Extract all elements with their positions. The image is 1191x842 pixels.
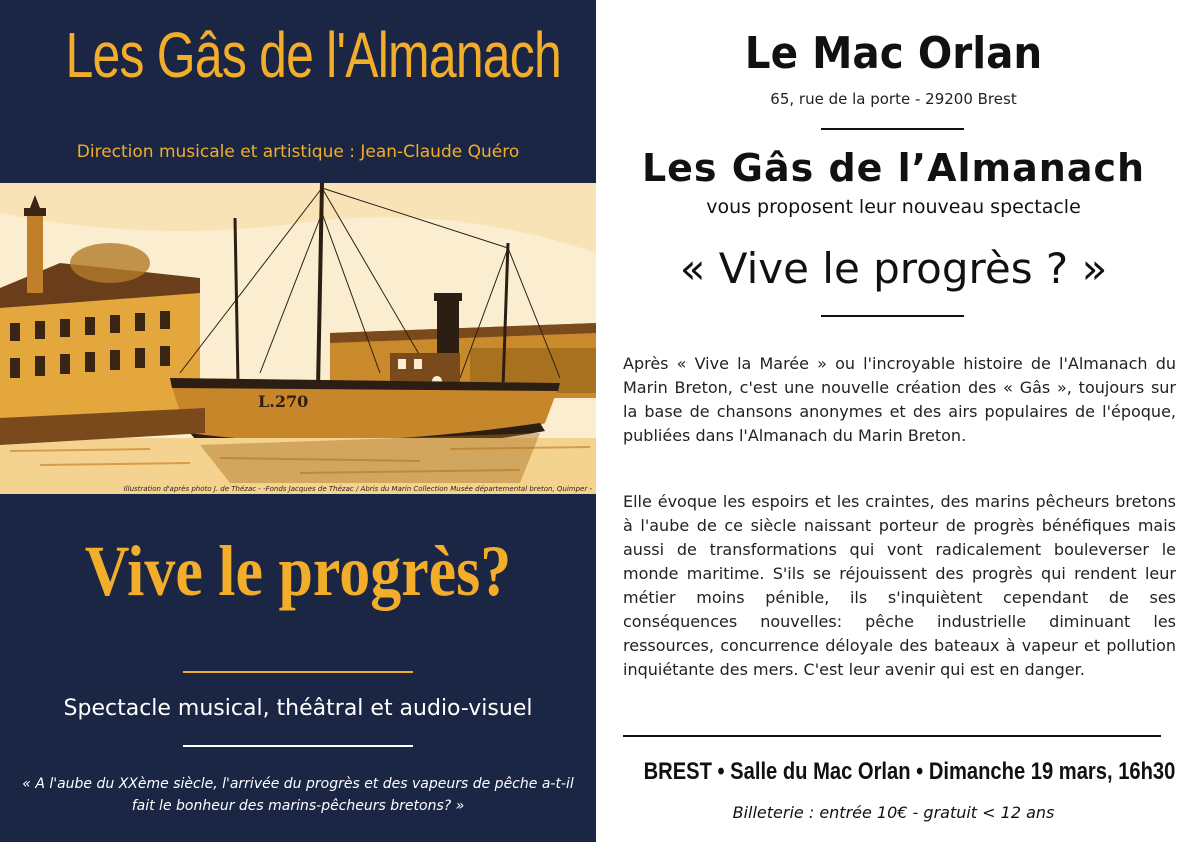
trawler-illustration xyxy=(0,183,596,494)
group-title-left: Les Gâs de l'Almanach xyxy=(65,19,561,91)
photo-credit: Illustration d'après photo J. de Thézac - -Fonds Jacques de Thézac / Abris du Marin Collection Musée départemental breton, Quimper - xyxy=(123,485,592,493)
divider-bottom xyxy=(623,735,1161,737)
venue-address: 65, rue de la porte - 29200 Brest xyxy=(770,90,1017,108)
divider-top xyxy=(821,128,964,130)
show-title-right: « Vive le progrès ? » xyxy=(679,244,1108,293)
venue-name: Le Mac Orlan xyxy=(744,28,1043,79)
gold-divider xyxy=(183,671,413,673)
trawler-harbour-image xyxy=(0,183,596,494)
show-quote: « A l'aube du XXème siècle, l'arrivée du progrès et des vapeurs de pêche a-t-il fait le bonheur des marins-pêcheurs bretons? » xyxy=(22,776,574,814)
white-divider xyxy=(183,745,413,747)
group-title-right: Les Gâs de l’Almanach xyxy=(641,146,1146,190)
ticketing-info: Billeterie : entrée 10€ - gratuit < 12 ans xyxy=(732,803,1055,822)
artistic-direction: Direction musicale et artistique : Jean-Claude Quéro xyxy=(76,142,520,162)
event-details: BREST • Salle du Mac Orlan • Dimanche 19 mars, 16h30 xyxy=(643,758,1176,785)
divider-middle xyxy=(821,315,964,317)
show-title-left: Vive le progrès? xyxy=(84,531,512,611)
right-panel xyxy=(596,0,1191,842)
description-paragraph-2: Elle évoque les espoirs et les craintes, des marins pêcheurs bretons à l'aube de ce siècle naissant porteur de progrès bénéfiques mais aussi de transformations qui vont radicalement bouleverser le monde maritime. S'ils se réjouissent des progrès qui rendent leur métier moins pénible, ils s'inquiètent cependant de ses conséquences nouvelles: pêche industrielle diminuant les ressources, concurrence déloyale des bateaux à vapeur et pollution inquiétante des mers. C'est leur avenir qui est en danger. xyxy=(623,492,1176,679)
show-subtitle: Spectacle musical, théâtral et audio-visuel xyxy=(63,696,533,721)
description-paragraph-1: Après « Vive la Marée » ou l'incroyable histoire de l'Almanach du Marin Breton, c'est une nouvelle création des « Gâs », toujours sur la base de chansons anonymes et des airs populaires de l'époque, publiées dans l'Almanach du Marin Breton. xyxy=(623,354,1176,445)
hull-marking: L.270 xyxy=(258,392,309,411)
group-subtitle: vous proposent leur nouveau spectacle xyxy=(706,196,1081,218)
